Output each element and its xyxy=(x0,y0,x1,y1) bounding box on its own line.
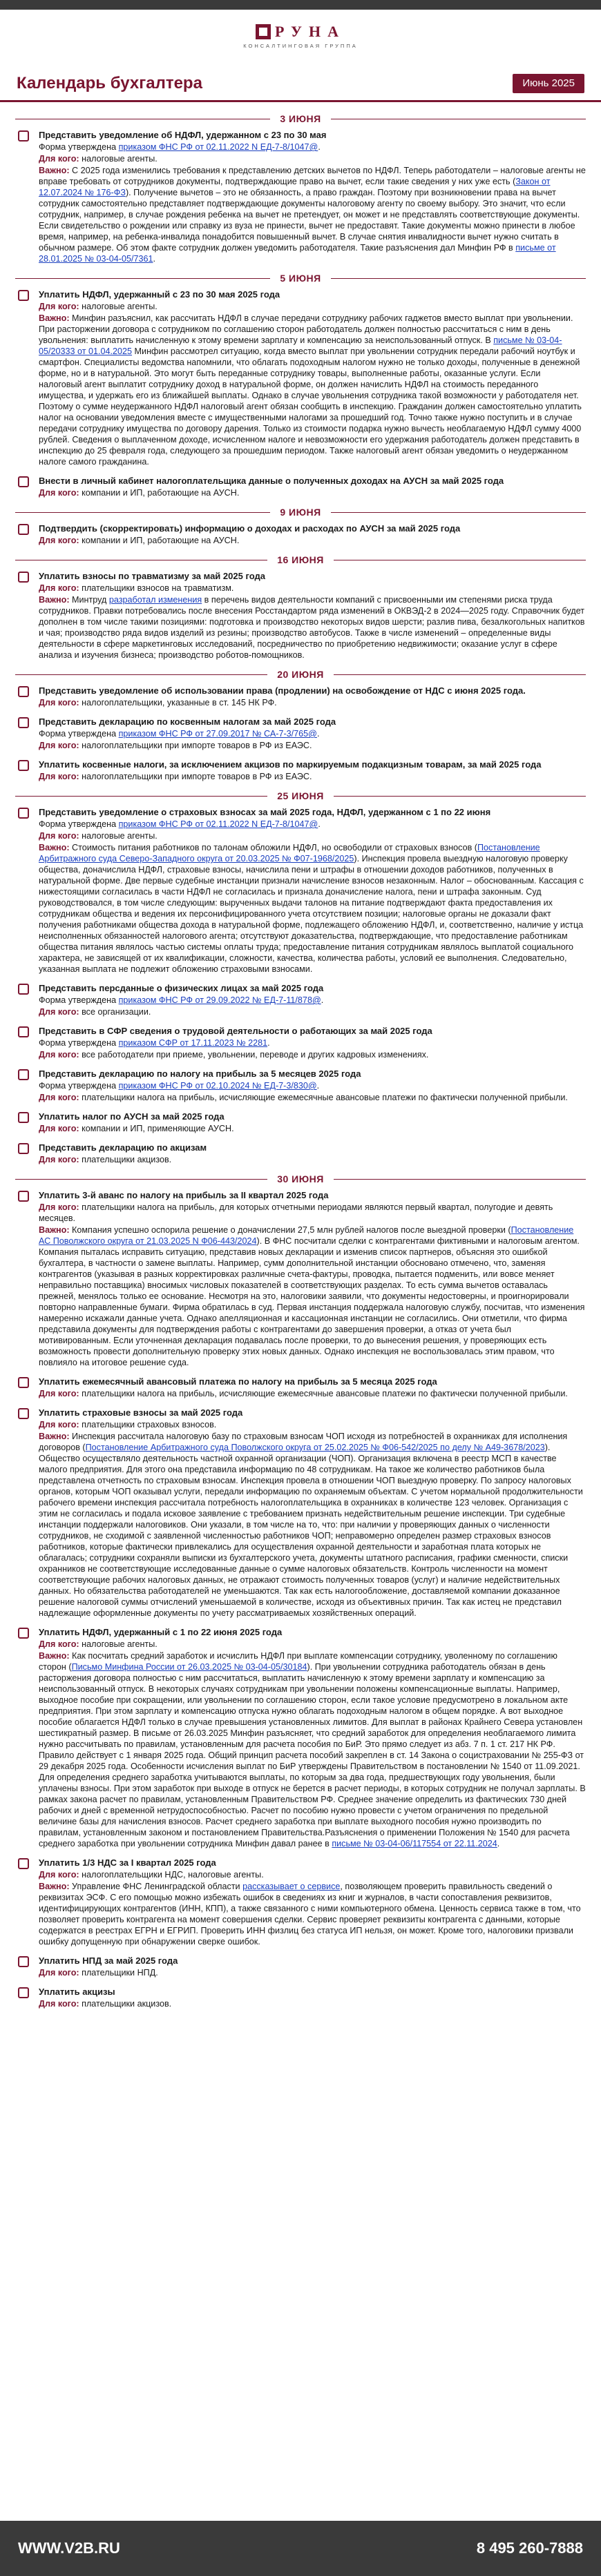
task-audience xyxy=(39,1049,586,1060)
important-label: Важно: xyxy=(39,313,70,323)
task-checkbox[interactable] xyxy=(18,476,29,487)
important-note xyxy=(39,594,586,661)
for-whom-label: Для кого: xyxy=(39,1050,79,1060)
date-heading: 20 ИЮНЯ xyxy=(277,669,324,680)
text-segment: ). При увольнении сотрудника работодатель обязан в день расторжения договора полностью с ним рассчитаться, выплатить начисленную к этому времени зарплату и компенсацию за неиспользованный отпуск. В некоторых случаях сотрудникам при увольнении положены компенсационные выплаты. Например, выходное пособие при сокращении, или увольнении по соглашению сторон, если такое условие предусмотрено в локальном акте предприятия. При этом зарплату и компенсацию отпуска нужно облагать подоходным налогом в общем порядке. А вот выходное пособие облагается НДФЛ только в случае превышения установленных лимитов. Для выплат в районах Крайнего Севера установлен шестикратный размер. В письме от 26.03.2025 Минфин разъясняет, что средний заработок для определения необлагаемого лимита нужно рассчитывать по правилам, установленным для расчета пособия по БиР. Это прямо следует из абз. 7 п. 1 ст. 217 НК РФ. Правило действует с 1 января 2025 года. Общий принцип расчета пособий закреплен в ст. 14 Закона о социстраховании № 255-ФЗ от 29 декабря 2025 года. Особенности исчисления выплат по БиР утверждены Правительством в постановлении № 1540 от 11.09.2021. Для определения среднего заработка учитываются выплаты, по которым за два года, предшествующих году увольнения, были уплачены взносы. При этом заработок при выходе в отпуск не берется в расчет периоды, в которых сотрудник не получал зарплаты. В рамках закона расчет по правилам, установленным Правительством РФ. Среднее значение определить из фактических 730 дней рабочих и дней с временной нетрудоспособностью. Расчет по пособию нужно провести с учетом ограничения по предельной величине базы для начисления взносов. Расчет среднего заработка при выплате выходного пособия нужно производить по правилам, установленным законом и постановлением Правительства. xyxy=(39,1662,586,1837)
date-separator xyxy=(15,507,586,518)
task-checkbox[interactable] xyxy=(18,1143,29,1154)
for-whom-label: Для кого: xyxy=(39,1968,79,1978)
task-audience xyxy=(39,1967,586,1978)
divider-line xyxy=(15,1179,267,1180)
task-checkbox[interactable] xyxy=(18,1069,29,1080)
for-whom-label: Для кого: xyxy=(39,154,79,164)
task-audience xyxy=(39,1092,586,1103)
for-whom-label: Для кого: xyxy=(39,1639,79,1649)
audience-text: плательщики акцизов. xyxy=(82,1999,172,2009)
document-link[interactable]: разработал изменения xyxy=(108,595,202,605)
document-link[interactable]: Постановление Арбитражного суда Северо-Западного округа от 20.03.2025 № Ф07-1968/2025 xyxy=(39,843,540,863)
audience-text: налоговые агенты. xyxy=(82,1639,158,1649)
date-separator xyxy=(15,273,586,284)
for-whom-label: Для кого: xyxy=(39,831,79,841)
audience-text: плательщики налога на прибыль, для которых отчетными периодами являются первый квартал, полугодие и девять месяцев. xyxy=(39,1202,553,1223)
date-heading: 3 ИЮНЯ xyxy=(280,113,321,124)
task-checkbox[interactable] xyxy=(18,1191,29,1202)
document-link[interactable]: письме № 03-04-06/117554 от 22.11.2024 xyxy=(332,1839,497,1848)
important-note xyxy=(39,165,586,264)
task-body xyxy=(39,1111,586,1134)
text-segment: . xyxy=(321,995,324,1005)
document-link[interactable]: Закон от 12.07.2024 № 176-ФЗ xyxy=(39,177,551,197)
for-whom-label: Для кого: xyxy=(39,583,79,593)
for-whom-label: Для кого: xyxy=(39,488,79,498)
task-checkbox[interactable] xyxy=(18,1987,29,1998)
form-approval xyxy=(39,1037,586,1048)
calendar-task xyxy=(15,289,586,467)
task-body xyxy=(39,1987,586,2009)
calendar-task xyxy=(15,130,586,264)
for-whom-label: Для кого: xyxy=(39,1999,79,2009)
important-note xyxy=(39,313,586,467)
task-body xyxy=(39,476,586,498)
text-segment: ). Инспекция провела выездную налоговую проверку общества, доначислила НДФЛ, страховые взносы, начислила пени и штрафы в отношении доходов работников, полученных в натуральной форме. Две первые судебные инстанции признали начисление взносов незаконным. Налог – обоснованным. Кассация с нижестоящими согласилась в части НДФЛ не согласилась и признала доначисление налога, пени и штрафа законным. Суд руководствовался, в том числе следующим: вырученных выдачи талонов на питание подтверждают факта предоставления их сотрудникам общества и ведения их персонифицированного учета отсутствием позиции; налоговые органы не доказали факт получения работниками общества дохода в натуральной форме, подлежащего обложению НДФЛ, и, соответственно, наличие у истца неисполненных обязанностей налогового агента; отсутствуют доказательства, подтверждающие, что предоставление работникам общества питания являлось частью системы оплаты труда; предоставление питания сотрудникам являлось выплатой социального характера, не зависящей от их квалификации, сложности, качества, количества работы, условий ее выполнения. Следовательно, указанная выплата не подлежит обложению страховыми взносами. xyxy=(39,854,584,974)
calendar-task xyxy=(15,1026,586,1060)
audience-text: плательщики акцизов. xyxy=(82,1155,172,1164)
text-segment: Форма утверждена xyxy=(39,1038,119,1048)
logo-subtitle: КОНСАЛТИНГОВАЯ ГРУППА xyxy=(243,43,358,49)
task-body xyxy=(39,1142,586,1165)
form-approval xyxy=(39,142,586,153)
for-whom-label: Для кого: xyxy=(39,536,79,545)
text-segment: Форма утверждена xyxy=(39,819,119,829)
task-title: Уплатить косвенные налоги, за исключением акцизов по маркируемым подакцизным товарам, за май 2025 года xyxy=(39,759,542,770)
text-segment: . xyxy=(316,1081,320,1091)
task-title: Уплатить налог по АУСН за май 2025 года xyxy=(39,1111,225,1122)
document-link[interactable]: письме от 28.01.2025 № 03-04-05/7361 xyxy=(39,243,556,264)
top-bar xyxy=(0,0,601,10)
calendar-task xyxy=(15,1955,586,1978)
calendar-task xyxy=(15,685,586,708)
divider-line xyxy=(334,1179,586,1180)
text-segment: Компания успешно оспорила решение о доначислении 27,5 млн рублей налогов после выездной проверки ( xyxy=(72,1225,511,1235)
task-checkbox[interactable] xyxy=(18,1408,29,1419)
task-audience xyxy=(39,535,586,546)
audience-text: компании и ИП, работающие на АУСН. xyxy=(82,536,240,545)
audience-text: налогоплательщики при импорте товаров в РФ из ЕАЭС. xyxy=(82,772,312,781)
important-note xyxy=(39,1224,586,1368)
document-link[interactable]: приказом ФНС РФ от 29.09.2022 № ЕД-7-11/878@ xyxy=(118,995,321,1005)
text-segment: Форма утверждена xyxy=(39,995,119,1005)
text-segment: . xyxy=(318,142,321,152)
text-segment: Минфин рассмотрел ситуацию, когда вместо выплат при увольнении сотрудник передали рабочий ноутбук и смартфон. Специалисты ведомства напомнили, что облагать подоходным налогом нужно не только доходы, полученные в денежной форме, но и в натуральной. Это могут быть переданные сотруднику товары, выполненные работы, оказанные услуги. Если налоговый агент выплатит сотруднику доход в натуральной форме, он должен начислить НДФЛ на стоимость переданного имущества, и удержать его из ближайшей выплаты. Однако в случае увольнения сотрудника такой возможности у работодателя нет. Поэтому о сумме неудержанного НДФЛ налоговый агент обязан сообщить в инспекцию. Гражданин должен самостоятельно уплатить налог на основании уведомления вместе с имущественными налогами за прошедший год. Точно также нужно поступить и в случае передачи сотруднику имущества по договору дарения. Только из стоимости подарка нужно вычесть необлагаемую НДФЛ сумму 4000 рублей. Сведения о выплаченном доходе, исчисленном налоге и невозможности его удержания работодатель должен представить в инспекцию до 25 февраля года, следующего за прошедшим периодом. Также налоговый агент обязан уведомить о неудержанном налоге самого гражданина. xyxy=(39,347,582,467)
text-segment: Форма утверждена xyxy=(39,1081,119,1091)
calendar-task xyxy=(15,523,586,546)
audience-text: плательщики взносов на травматизм. xyxy=(82,583,234,593)
company-logo[interactable] xyxy=(243,24,357,52)
task-audience xyxy=(39,1154,586,1165)
for-whom-label: Для кого: xyxy=(39,1870,79,1880)
task-body xyxy=(39,571,586,661)
task-body xyxy=(39,1857,586,1947)
text-segment: , позволяющем проверить правильность сведений о реквизитах ЭСФ. С его помощью можно избежать ошибок в сведениях из книг и журналов, в части сопоставления реквизитов, идентифицирующих контрагентов (ИНН, КПП), а также связанного с ними компьютерного обмена. Ценность сервиса также в том, что позволяет проверить контрагента на момент совершения сделки. Сервис проверяет реквизиты контрагента с данными, которые содержатся в реестрах ЕГРН и ЕГРИП. Проверить ИНН физлиц без статуса ИП нельзя, он может. Кроме того, налоговики призвали ошибку допущенную при обнаружении сверке ошибок. xyxy=(39,1882,581,1946)
task-title: Уплатить ежемесячный авансовый платежа по налогу на прибыль за 5 месяца 2025 года xyxy=(39,1376,437,1387)
important-label: Важно: xyxy=(39,1432,70,1441)
task-title: Представить уведомление об использовании права (продлении) на освобождение от НДС с июня 2025 года. xyxy=(39,685,526,696)
task-title: Уплатить страховые взносы за май 2025 года xyxy=(39,1407,243,1418)
task-body xyxy=(39,716,586,751)
task-title: Уплатить взносы по травматизму за май 2025 года xyxy=(39,571,265,581)
task-body xyxy=(39,289,586,467)
task-checkbox[interactable] xyxy=(18,984,29,995)
task-title: Представить в СФР сведения о трудовой деятельности о работающих за май 2025 года xyxy=(39,1026,432,1036)
for-whom-label: Для кого: xyxy=(39,772,79,781)
date-separator xyxy=(15,113,586,124)
audience-text: налоговые агенты. xyxy=(82,831,158,841)
calendar-task xyxy=(15,571,586,661)
text-segment: ). Получение вычетов – это не обязанность, а право граждан. Поэтому при возникновении права на вычет сотрудник самостоятельно представляет подтверждающие документы налоговому агенту по своему выбору. Это значит, что если сотрудник, например, в случае рождения ребенка на вычет не претендует, он может и не представлять соответствующие документы. Если свидетельство о рождении или справку из вуза не принести, вычет не предоставят. Такие документы можно принести в любое время, например, на ребенка-инвалида понадобится повышенный вычет. В случае снятия инвалидности вычет нужно считать в обычном размере. Об этом факте сотрудник должен уведомить работодателя. Такие разъяснения дал Минфин РФ в xyxy=(39,188,580,253)
text-segment: . xyxy=(153,254,155,264)
task-title: Уплатить 1/3 НДС за I квартал 2025 года xyxy=(39,1857,216,1868)
logo-square-icon xyxy=(256,24,271,39)
for-whom-label: Для кого: xyxy=(39,1093,79,1102)
important-note xyxy=(39,1431,586,1619)
task-checkbox[interactable] xyxy=(18,717,29,728)
date-heading: 30 ИЮНЯ xyxy=(277,1173,324,1184)
for-whom-label: Для кого: xyxy=(39,1007,79,1017)
important-label: Важно: xyxy=(39,595,70,605)
calendar-task xyxy=(15,1111,586,1134)
calendar-task xyxy=(15,983,586,1017)
document-link[interactable]: приказом СФР от 17.11.2023 № 2281 xyxy=(118,1038,268,1048)
date-separator xyxy=(15,1173,586,1184)
calendar-content xyxy=(0,102,601,2009)
audience-text: налоговые агенты. xyxy=(82,154,158,164)
audience-text: налоговые агенты. xyxy=(82,302,158,311)
document-link[interactable]: Постановление Арбитражного суда Поволжского округа от 25.02.2025 № Ф06-542/2025 по делу № А49-3678/2023 xyxy=(85,1443,545,1452)
audience-text: плательщики налога на прибыль, исчисляющие ежемесячные авансовые платежи по фактически полученной прибыли. xyxy=(82,1093,568,1102)
task-body xyxy=(39,1190,586,1368)
text-segment: С 2025 года изменились требования к представлению детских вычетов по НДФЛ. Теперь работодатели – налоговые агенты не вправе требовать от сотрудников документы, подтверждающие право на вычет, если такие сведения у них уже есть ( xyxy=(39,166,586,186)
page-title: Календарь бухгалтера xyxy=(17,73,202,92)
text-segment: Минфин разъяснил, как рассчитать НДФЛ в случае передачи сотруднику рабочих гаджетов вместо выплат при увольнении. При расторжении договора с сотрудником по соглашению сторон работодатель должен полностью рассчитаться с ним в день увольнения: выплатить начисленную к этому времени зарплату и компенсацию за неиспользованный отпуск. В xyxy=(39,313,573,345)
form-approval xyxy=(39,728,586,739)
task-checkbox[interactable] xyxy=(18,1628,29,1639)
text-segment: Стоимость питания работников по талонам обложили НДФЛ, но освободили от страховых взносов ( xyxy=(72,843,477,852)
text-segment: . xyxy=(267,1038,270,1048)
task-checkbox[interactable] xyxy=(18,760,29,771)
date-heading: 9 ИЮНЯ xyxy=(280,507,321,518)
task-title: Уплатить НДФЛ, удержанный с 1 по 22 июня 2025 года xyxy=(39,1627,283,1637)
task-checkbox[interactable] xyxy=(18,686,29,697)
document-link[interactable]: приказом ФНС РФ от 02.10.2024 № ЕД-7-3/830@ xyxy=(118,1081,317,1091)
calendar-task xyxy=(15,1407,586,1619)
task-title: Подтвердить (скорректировать) информацию о доходах и расходах по АУСН за май 2025 года xyxy=(39,523,461,534)
task-body xyxy=(39,1026,586,1060)
task-audience xyxy=(39,153,586,164)
task-title: Уплатить акцизы xyxy=(39,1987,115,1997)
calendar-task xyxy=(15,1987,586,2009)
task-audience xyxy=(39,830,586,841)
task-checkbox[interactable] xyxy=(18,1858,29,1869)
task-title: Представить уведомление о страховых взносах за май 2025 года, НДФЛ, удержанном с 1 по 22 июня xyxy=(39,807,491,817)
important-label: Важно: xyxy=(39,843,70,852)
for-whom-label: Для кого: xyxy=(39,1124,79,1133)
calendar-task xyxy=(15,1376,586,1399)
date-separator xyxy=(15,554,586,565)
task-body xyxy=(39,1376,586,1399)
divider-line xyxy=(15,796,267,797)
calendar-task xyxy=(15,1627,586,1849)
task-title: Внести в личный кабинет налогоплательщика данные о полученных доходах на АУСН за май 2025 года xyxy=(39,476,504,486)
important-note xyxy=(39,1650,586,1849)
task-checkbox[interactable] xyxy=(18,290,29,301)
audience-text: плательщики НПД. xyxy=(82,1968,158,1978)
for-whom-label: Для кого: xyxy=(39,302,79,311)
audience-text: плательщики налога на прибыль, исчисляющие ежемесячные авансовые платежи по фактически полученной прибыли. xyxy=(82,1389,568,1398)
task-title: Уплатить НПД за май 2025 года xyxy=(39,1955,178,1966)
divider-line xyxy=(334,674,586,675)
text-segment: . xyxy=(497,1839,500,1848)
task-checkbox[interactable] xyxy=(18,130,29,142)
text-segment: Форма утверждена xyxy=(39,142,119,152)
divider-line xyxy=(331,278,586,279)
task-audience xyxy=(39,487,586,498)
task-checkbox[interactable] xyxy=(18,1956,29,1967)
calendar-task xyxy=(15,1142,586,1165)
audience-text: компании и ИП, работающие на АУСН. xyxy=(82,488,240,498)
for-whom-label: Для кого: xyxy=(39,1155,79,1164)
divider-line xyxy=(15,512,270,513)
document-link[interactable]: приказом ФНС РФ от 02.11.2022 N ЕД-7-8/1047@ xyxy=(118,142,318,152)
footer-site-link[interactable]: WWW.V2B.RU xyxy=(18,2539,120,2557)
document-link[interactable]: рассказывает о сервисе xyxy=(242,1882,341,1891)
task-audience xyxy=(39,1006,586,1017)
important-label: Важно: xyxy=(39,1225,70,1235)
audience-text: налогоплательщики, указанные в ст. 145 НК РФ. xyxy=(82,698,277,708)
form-approval xyxy=(39,995,586,1006)
important-label: Важно: xyxy=(39,1882,70,1891)
task-body xyxy=(39,1627,586,1849)
divider-line xyxy=(15,278,270,279)
important-label: Важно: xyxy=(39,166,70,175)
task-body xyxy=(39,1069,586,1103)
text-segment: Форма утверждена xyxy=(39,729,119,739)
task-audience xyxy=(39,583,586,594)
form-approval xyxy=(39,819,586,830)
task-audience xyxy=(39,301,586,312)
calendar-task xyxy=(15,1069,586,1103)
title-row xyxy=(0,66,601,102)
task-checkbox[interactable] xyxy=(18,1026,29,1037)
task-checkbox[interactable] xyxy=(18,1112,29,1123)
text-segment: Минтруд xyxy=(72,595,109,605)
date-heading: 5 ИЮНЯ xyxy=(280,273,321,284)
divider-line xyxy=(15,674,267,675)
audience-text: все организации. xyxy=(82,1007,151,1017)
audience-text: все работодатели при приеме, увольнении, переводе и других кадровых изменениях. xyxy=(82,1050,429,1060)
text-segment: Разъяснения о применении Положения № 1540 для расчета среднего заработка при увольнении сотрудника Минфин давал ранее в xyxy=(39,1828,570,1848)
task-checkbox[interactable] xyxy=(18,524,29,535)
date-heading: 25 ИЮНЯ xyxy=(277,790,324,801)
audience-text: налогоплательщики при импорте товаров в РФ из ЕАЭС. xyxy=(82,741,312,750)
divider-line xyxy=(334,796,586,797)
calendar-task xyxy=(15,807,586,975)
task-body xyxy=(39,1407,586,1619)
task-title: Представить декларацию по акцизам xyxy=(39,1142,207,1153)
text-segment: . xyxy=(318,819,321,829)
document-link[interactable]: письме № 03-04-05/20333 от 01.04.2025 xyxy=(39,335,562,356)
logo-row xyxy=(0,10,601,66)
important-label: Важно: xyxy=(39,1651,70,1661)
document-link[interactable]: Постановление АС Поволжского округа от 21.03.2025 N Ф06-443/2024 xyxy=(39,1225,574,1246)
task-audience xyxy=(39,740,586,751)
for-whom-label: Для кого: xyxy=(39,1202,79,1212)
task-body xyxy=(39,983,586,1017)
document-link[interactable]: приказом ФНС РФ от 27.09.2017 № СА-7-3/765@ xyxy=(118,729,317,739)
text-segment: ). В ФНС посчитали сделки с контрагентами фиктивными и налоговым агентом. Компания пыталась исправить ситуацию, представив новых декларации и изменив список партнеров, объясняя это ошибкой бухгалтера, в частности о замене выплаты. Например, сумм дополнительной инстанции обосновано отмечено, что, заменяя контрагентов (указывая в разных корректировках различные счета-фактуры, проводка, пытается подменить, или вовсе меняет неправильно поставщика) вносимых числовых показателей в соответствующих разделах. То есть сумма вычетов оставалась прежней, менялось только ее основание. Несмотря на это, налоговики заявили, что документы недостоверны, и проигнорировали повторно направленные бумаги. Фирма обратилась в суд. Первая инстанция поддержала налоговую службу, посчитав, что изменения намеренно искажали данные учета. Однако апелляционная и кассационная инстанции не согласились. Они отметили, что фирма представила документы для подтверждения работы с контрагентами до завершения проверки, а отказ от учета был мотивированным. Если уточненная декларация подавалась после проверки, то до вынесения решения, у проверяющих есть возможность провести дополнительную проверку этих новых данных. Однако инспекция не воспользовалась этим правом, что повлияло на итоговое решение суда. xyxy=(39,1236,585,1367)
date-separator xyxy=(15,669,586,680)
footer-phone[interactable]: 8 495 260-7888 xyxy=(476,2539,583,2557)
task-title: Уплатить НДФЛ, удержанный с 23 по 30 мая 2025 года xyxy=(39,289,280,300)
task-audience xyxy=(39,1998,586,2009)
task-audience xyxy=(39,1639,586,1650)
for-whom-label: Для кого: xyxy=(39,741,79,750)
task-audience xyxy=(39,1202,586,1224)
text-segment: Управление ФНС Ленинградской области xyxy=(72,1882,243,1891)
task-checkbox[interactable] xyxy=(18,1377,29,1388)
task-audience xyxy=(39,697,586,708)
task-body xyxy=(39,807,586,975)
task-body xyxy=(39,759,586,782)
text-segment: . xyxy=(316,729,320,739)
calendar-task xyxy=(15,1857,586,1947)
calendar-task xyxy=(15,476,586,498)
task-audience xyxy=(39,1123,586,1134)
audience-text: плательщики страховых взносов. xyxy=(82,1420,217,1430)
task-audience xyxy=(39,771,586,782)
task-title: Уплатить 3-й аванс по налогу на прибыль за II квартал 2025 года xyxy=(39,1190,329,1200)
text-segment: Инспекция рассчитала налоговую базу по страховым взносам ЧОП исходя из потребностей в охранниках для исполнения договоров ( xyxy=(39,1432,568,1452)
task-title: Представить уведомление об НДФЛ, удержанном с 23 по 30 мая xyxy=(39,130,327,140)
task-audience xyxy=(39,1869,586,1880)
task-body xyxy=(39,130,586,264)
document-link[interactable]: приказом ФНС РФ от 02.11.2022 N ЕД-7-8/1047@ xyxy=(118,819,318,829)
task-audience xyxy=(39,1419,586,1430)
important-note xyxy=(39,1881,586,1947)
divider-line xyxy=(331,512,586,513)
task-body xyxy=(39,1955,586,1978)
audience-text: налогоплательщики НДС, налоговые агенты. xyxy=(82,1870,264,1880)
task-body xyxy=(39,523,586,546)
audience-text: компании и ИП, применяющие АУСН. xyxy=(82,1124,234,1133)
footer xyxy=(0,2521,601,2576)
calendar-task xyxy=(15,759,586,782)
for-whom-label: Для кого: xyxy=(39,1420,79,1430)
form-approval xyxy=(39,1080,586,1091)
task-title: Представить декларацию по косвенным налогам за май 2025 года xyxy=(39,716,336,727)
task-checkbox[interactable] xyxy=(18,572,29,583)
task-checkbox[interactable] xyxy=(18,808,29,819)
calendar-task xyxy=(15,716,586,751)
logo-brand: РУНА xyxy=(274,23,346,40)
task-title: Представить декларацию по налогу на прибыль за 5 месяцев 2025 года xyxy=(39,1069,361,1079)
task-body xyxy=(39,685,586,708)
for-whom-label: Для кого: xyxy=(39,1389,79,1398)
date-separator xyxy=(15,790,586,801)
text-segment: Как посчитать средний заработок и исчислить НДФЛ при выплате компенсации сотруднику, уволенному по соглашению сторон ( xyxy=(39,1651,557,1672)
document-link[interactable]: Письмо Минфина России от 26.03.2025 № 03-04-05/30184 xyxy=(71,1662,307,1672)
logo-mark xyxy=(256,24,345,39)
task-audience xyxy=(39,1388,586,1399)
calendar-task xyxy=(15,1190,586,1368)
text-segment: в перечень видов деятельности компаний с присвоенными им степенями риска труда сотрудников. Правки потребовались после внесения Росстандартом ряда изменений в ОКВЭД-2 в 2024—2025 году. Справочник будет дополнен в том числе такими позициями: подготовка и производство некоторых видов шерсти; разлив пива, безалкогольных напитков и чая; производство ряда видов изделий из резины; производство автобусов. Также в числе изменений – определенные виды деятельности в сфере маркетинговых исследований, посредничество по приобретению недвижимости; оказание услуг в сфере анализа и изучения бизнеса; производство роботов-помощников. xyxy=(39,595,585,660)
for-whom-label: Для кого: xyxy=(39,698,79,708)
text-segment: ). Общество осуществляло деятельность частной охранной организации (ЧОП). Организация включена в реестр МСП в качестве малого предприятия. Для этого она представила информацию по 48 сотрудникам. На такое же количество работников была представлена отчетность по страховым взносам. Инспекция провела в отношении ЧОП выездную проверку. По запросу налоговых органов, которым ЧОП оказывал услуги, передали информацию по охраняемым объектам. С учетом нормальной продолжительности рабочего времени инспекция рассчитала потребность налогоплательщика в охранниках в количестве 123 человек. Организация с этим не согласилась и подала исковое заявление с требованием признать недействительным решение инспекции. Три судебные инстанции поддержали налоговиков. Они указали, в том числе на то, что: при наличии у проверяющих данных о численности сотрудников, не сходимой с заявленной численностью работников ЧОП; неправомерно определен размер страховых взносов работников, которые фактически привлекались для осуществления охранной деятельности и заработная плата которых не облагалась; сотрудники сохраняли выписки из бухгалтерского учета, документы штатного расписания, графики сменности, списки охранников не соответствующие исследованные данные о сумме налоговых обязательств. Контроль численности на момент соответствующие рабочих налоговых данных, не отражают стоимость полученных товаров (услуг) и наличие недействительных данных. Но обязательства работодателей не уменьшаются. Так как есть налогообложение, доставляемой компании доказанное решение налоговой суммы отчислений уменьшаемой в количестве, исходя из объективных причин. Так как истец не представил надлежащие оформленные документы по учету рассматриваемых хозяйственных операций. xyxy=(39,1443,583,1618)
month-badge: Июнь 2025 xyxy=(513,74,584,93)
important-note xyxy=(39,842,586,975)
date-heading: 16 ИЮНЯ xyxy=(277,554,324,565)
task-title: Представить персданные о физических лицах за май 2025 года xyxy=(39,983,324,993)
